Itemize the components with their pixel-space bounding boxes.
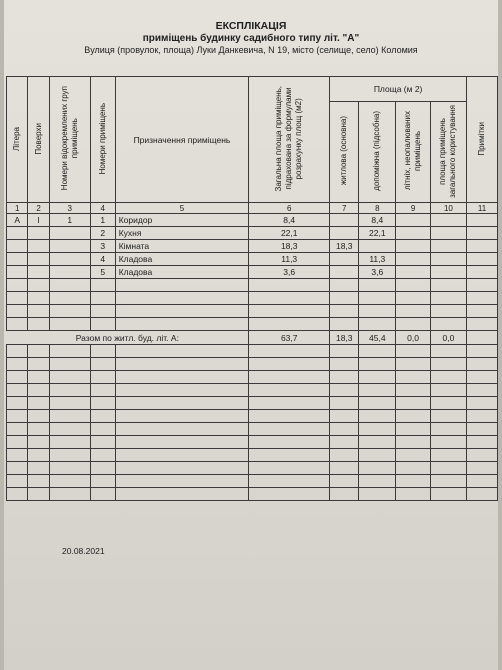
summary-common: 0,0 (430, 331, 466, 345)
cell-purpose: Кімната (115, 240, 249, 253)
cell-room-number: 3 (90, 240, 115, 253)
cell-floor (28, 227, 49, 240)
cell-total: 8,4 (249, 214, 330, 227)
cell-purpose: Кухня (115, 227, 249, 240)
cell-room-number: 4 (90, 253, 115, 266)
cell-summer (396, 227, 431, 240)
cell-notes (467, 214, 498, 227)
empty-row (7, 384, 498, 397)
cell-living (330, 214, 359, 227)
summary-label: Разом по житл. буд. літ. А: (7, 331, 249, 345)
summary-living: 18,3 (330, 331, 359, 345)
cell-group (49, 240, 90, 253)
header-room-numbers: Номери приміщень (90, 77, 115, 203)
document-subtitle: приміщень будинку садибного типу літ. "А" (142, 33, 360, 44)
header-area-group: Площа (м 2) (330, 77, 467, 102)
cell-summer (396, 214, 431, 227)
cell-group (49, 227, 90, 240)
cell-group (49, 266, 90, 279)
column-number: 4 (90, 203, 115, 214)
column-number: 9 (396, 203, 431, 214)
cell-room-number: 5 (90, 266, 115, 279)
cell-litera (7, 266, 28, 279)
cell-notes (467, 253, 498, 266)
cell-notes (467, 266, 498, 279)
cell-total: 3,6 (249, 266, 330, 279)
document-title: ЕКСПЛІКАЦІЯ (215, 20, 287, 32)
cell-living (330, 253, 359, 266)
cell-total: 18,3 (249, 240, 330, 253)
cell-room-number: 1 (90, 214, 115, 227)
cell-litera (7, 227, 28, 240)
cell-total: 22,1 (249, 227, 330, 240)
empty-row (7, 358, 498, 371)
empty-row (7, 488, 498, 501)
empty-row (7, 371, 498, 384)
cell-notes (467, 227, 498, 240)
header-common: площа приміщень загального користування (430, 102, 466, 203)
cell-notes (467, 240, 498, 253)
empty-row (7, 462, 498, 475)
cell-aux: 3,6 (359, 266, 396, 279)
header-summer: літніх, неопалюваних приміщень (396, 102, 431, 203)
table-row (7, 214, 498, 227)
header-purpose: Призначення приміщень (115, 77, 249, 203)
cell-litera (7, 240, 28, 253)
header-living: житлова (основна) (330, 102, 359, 203)
summary-row (7, 331, 498, 345)
table-row (7, 253, 498, 266)
column-number: 2 (28, 203, 49, 214)
empty-row (7, 436, 498, 449)
cell-floor (28, 240, 49, 253)
address-line: Вулиця (провулок, площа) Луки Данкевича, N 19, місто (селище, село) Коломия (84, 45, 418, 55)
empty-row (7, 410, 498, 423)
cell-purpose: Кладова (115, 266, 249, 279)
cell-group: 1 (49, 214, 90, 227)
empty-row (7, 345, 498, 358)
column-number: 3 (49, 203, 90, 214)
header-group-numbers: Номери відокремлених груп приміщень (49, 77, 90, 203)
summary-summer: 0,0 (396, 331, 431, 345)
cell-aux: 8,4 (359, 214, 396, 227)
cell-living (330, 227, 359, 240)
column-number: 10 (430, 203, 466, 214)
header-floors: Поверхи (28, 77, 49, 203)
cell-purpose: Кладова (115, 253, 249, 266)
cell-total: 11,3 (249, 253, 330, 266)
column-number: 7 (330, 203, 359, 214)
empty-row (7, 475, 498, 488)
cell-aux: 11,3 (359, 253, 396, 266)
cell-common (430, 266, 466, 279)
summary-notes (467, 331, 498, 345)
cell-floor: І (28, 214, 49, 227)
cell-group (49, 253, 90, 266)
document-date: 20.08.2021 (62, 546, 105, 556)
cell-living (330, 266, 359, 279)
column-number: 11 (467, 203, 498, 214)
cell-litera (7, 253, 28, 266)
empty-row (7, 292, 498, 305)
document-page (4, 0, 498, 670)
explication-table (6, 76, 498, 501)
empty-row (7, 305, 498, 318)
empty-row (7, 397, 498, 410)
table-row (7, 227, 498, 240)
column-number: 8 (359, 203, 396, 214)
cell-floor (28, 266, 49, 279)
column-number: 5 (115, 203, 249, 214)
cell-litera: А (7, 214, 28, 227)
table-row (7, 240, 498, 253)
empty-row (7, 279, 498, 292)
cell-common (430, 253, 466, 266)
cell-purpose: Коридор (115, 214, 249, 227)
cell-common (430, 227, 466, 240)
empty-row (7, 318, 498, 331)
table-row (7, 266, 498, 279)
column-number: 1 (7, 203, 28, 214)
cell-common (430, 240, 466, 253)
summary-total: 63,7 (249, 331, 330, 345)
cell-floor (28, 253, 49, 266)
cell-summer (396, 266, 431, 279)
header-auxiliary: допоміжна (підсобна) (359, 102, 396, 203)
summary-aux: 45,4 (359, 331, 396, 345)
cell-summer (396, 253, 431, 266)
cell-summer (396, 240, 431, 253)
cell-living: 18,3 (330, 240, 359, 253)
cell-common (430, 214, 466, 227)
empty-row (7, 423, 498, 436)
header-total-area: Загальна площа приміщень, підрахована за формулами розрахунку площ (м2) (249, 77, 330, 203)
header-litera: Літера (7, 77, 28, 203)
cell-room-number: 2 (90, 227, 115, 240)
column-number: 6 (249, 203, 330, 214)
empty-row (7, 449, 498, 462)
cell-aux (359, 240, 396, 253)
cell-aux: 22,1 (359, 227, 396, 240)
header-notes: Примітки (467, 77, 498, 203)
